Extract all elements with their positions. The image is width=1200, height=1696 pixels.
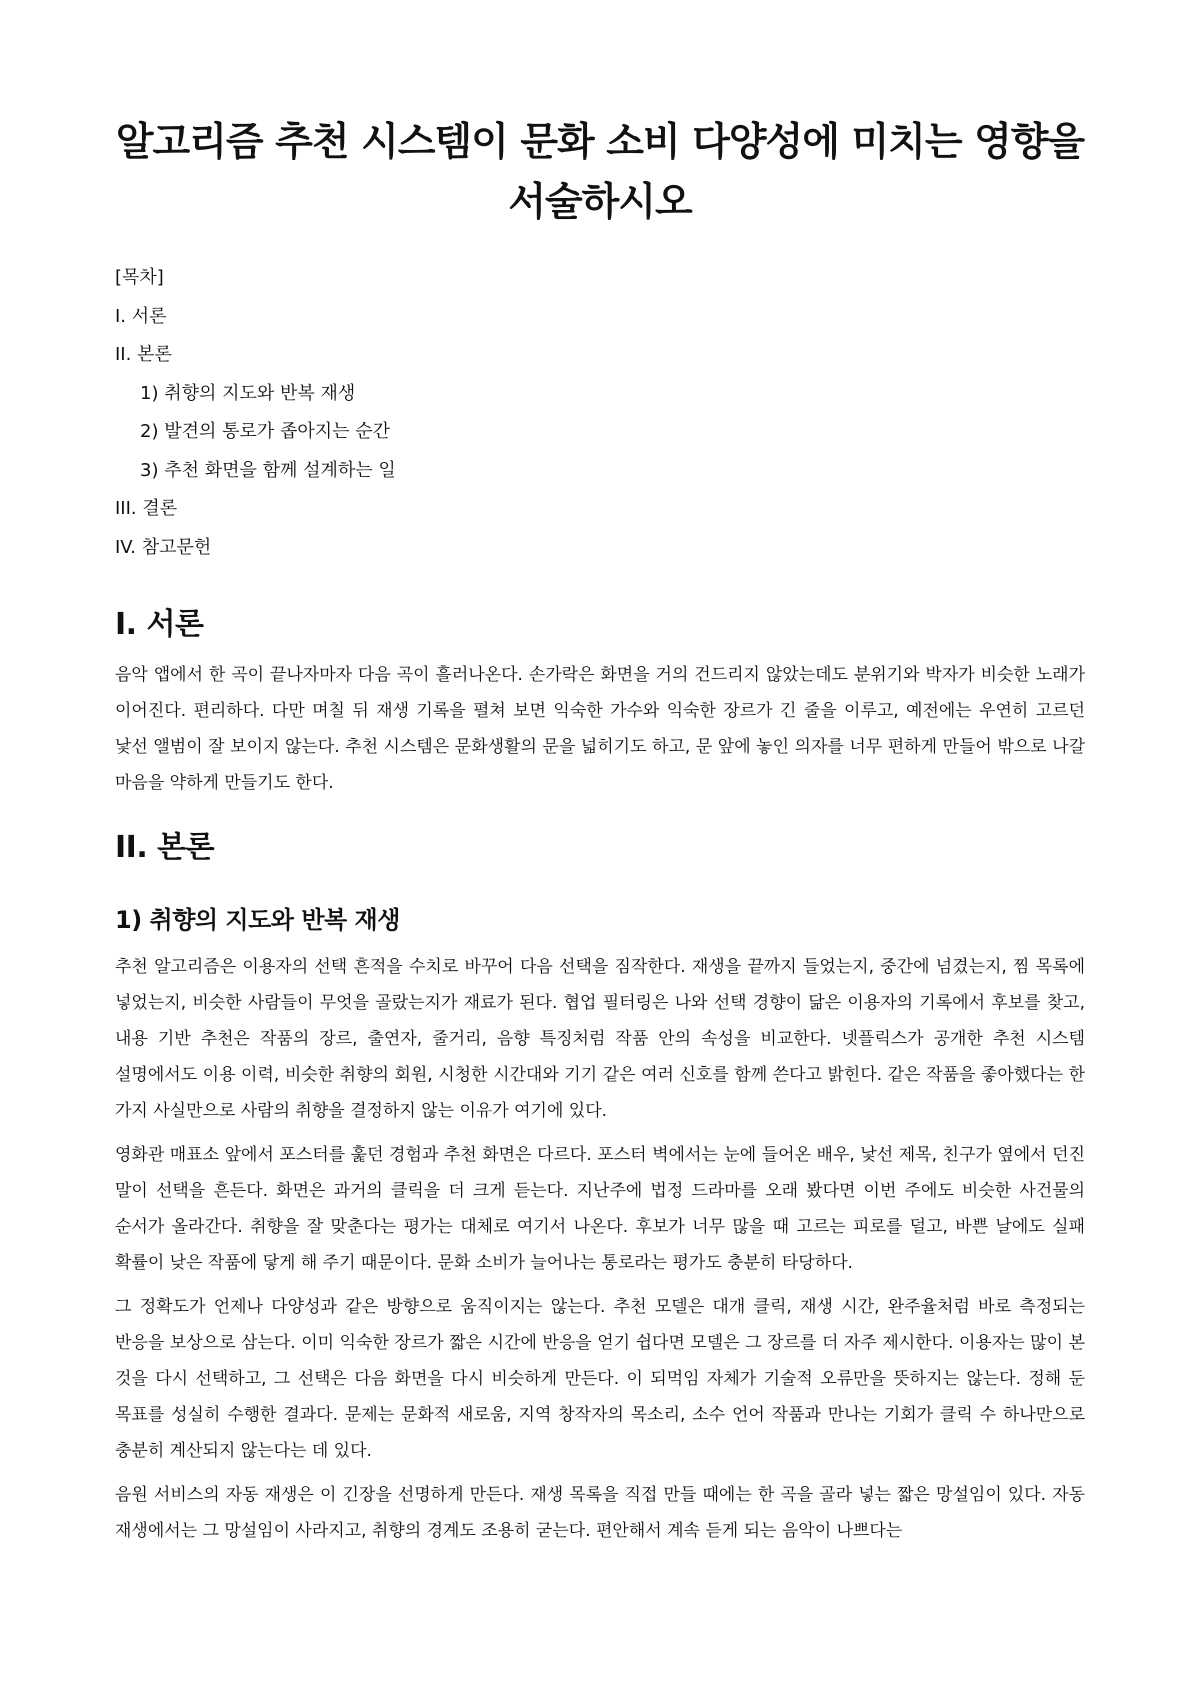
toc-heading: [목차] bbox=[115, 267, 164, 288]
section-heading-body: II. 본론 bbox=[115, 830, 215, 865]
section-heading-intro: I. 서론 bbox=[115, 607, 204, 642]
subsection-heading-1: 1) 취향의 지도와 반복 재생 bbox=[115, 906, 400, 934]
subsection-1-paragraphs bbox=[115, 949, 1085, 1549]
body-paragraph: 추천 알고리즘은 이용자의 선택 흔적을 수치로 바꾸어 다음 선택을 짐작한다. 재생을 끝까지 들었는지, 중간에 넘겼는지, 찜 목록에 넣었는지, 비슷한 사람들이 무엇을 골랐는지가 재료가 된다. 협업 필터링은 나와 선택 경향이 닮은 이용자의 기록에서 후보를 찾고, 내용 기반 추천은 작품의 장르, 출연자, 줄거리, 음향 특징처럼 작품 안의 속성을 비교한다. 넷플릭스가 공개한 추천 시스템 설명에서도 이용 이력, 비슷한 취향의 회원, 시청한 시간대와 기기 같은 여러 신호를 함께 쓴다고 밝힌다. 같은 작품을 좋아했다는 한 가지 사실만으로 사람의 취향을 결정하지 않는 이유가 여기에 있다. bbox=[115, 957, 1085, 1121]
toc-item-body-2: 2) 발견의 통로가 좁아지는 순간 bbox=[140, 421, 391, 442]
intro-paragraphs bbox=[115, 657, 1085, 801]
toc-item-intro: I. 서론 bbox=[115, 305, 167, 327]
body-paragraph: 영화관 매표소 앞에서 포스터를 훑던 경험과 추천 화면은 다르다. 포스터 벽에서는 눈에 들어온 배우, 낯선 제목, 친구가 옆에서 던진 말이 선택을 흔든다. 화면은 과거의 클릭을 더 크게 듣는다. 지난주에 법정 드라마를 오래 봤다면 이번 주에도 비슷한 사건물의 순서가 올라간다. 취향을 잘 맞춘다는 평가는 대체로 여기서 나온다. 후보가 너무 많을 때 고르는 피로를 덜고, 바쁜 날에도 실패 확률이 낮은 작품에 닿게 해 주기 때문이다. 문화 소비가 늘어나는 통로라는 평가도 충분히 타당하다. bbox=[115, 1145, 1085, 1273]
body-paragraph: 음원 서비스의 자동 재생은 이 긴장을 선명하게 만든다. 재생 목록을 직접 만들 때에는 한 곡을 골라 넣는 짧은 망설임이 있다. 자동 재생에서는 그 망설임이 사라지고, 취향의 경계도 조용히 굳는다. 편안해서 계속 듣게 되는 음악이 나쁘다는 bbox=[115, 1485, 1085, 1541]
toc-item-conclusion: III. 결론 bbox=[115, 498, 178, 519]
subsection-taste-map bbox=[115, 900, 1085, 1549]
intro-paragraph: 음악 앱에서 한 곡이 끝나자마자 다음 곡이 흘러나온다. 손가락은 화면을 거의 건드리지 않았는데도 분위기와 박자가 비슷한 노래가 이어진다. 편리하다. 다만 며칠 뒤 재생 기록을 펼쳐 보면 익숙한 가수와 익숙한 장르가 긴 줄을 이루고, 예전에는 우연히 고르던 낯선 앨범이 잘 보이지 않는다. 추천 시스템은 문화생활의 문을 넓히기도 하고, 문 앞에 놓인 의자를 너무 편하게 만들어 밖으로 나갈 마음을 약하게 만들기도 한다. bbox=[115, 665, 1085, 793]
section-body bbox=[115, 822, 1085, 866]
table-of-contents bbox=[115, 259, 1085, 567]
toc-item-body-3: 3) 추천 화면을 함께 설계하는 일 bbox=[140, 459, 396, 481]
toc-item-body-1: 1) 취향의 지도와 반복 재생 bbox=[140, 382, 356, 404]
document-page bbox=[115, 0, 1086, 1541]
body-paragraph: 그 정확도가 언제나 다양성과 같은 방향으로 움직이지는 않는다. 추천 모델은 대개 클릭, 재생 시간, 완주율처럼 바로 측정되는 반응을 보상으로 삼는다. 이미 익숙한 장르가 짧은 시간에 반응을 얻기 쉽다면 모델은 그 장르를 더 자주 제시한다. 이용자는 많이 본 것을 다시 선택하고, 그 선택은 다음 화면을 다시 비슷하게 만든다. 이 되먹임 자체가 기술적 오류만을 뜻하지는 않는다. 정해 둔 목표를 성실히 수행한 결과다. 문제는 문화적 새로움, 지역 창작자의 목소리, 소수 언어 작품과 만나는 기회가 클릭 수 하나만으로 충분히 계산되지 않는다는 데 있다. bbox=[115, 1297, 1086, 1461]
toc-item-body: II. 본론 bbox=[115, 344, 172, 365]
section-intro bbox=[115, 599, 1085, 801]
toc-item-references: IV. 참고문헌 bbox=[115, 536, 212, 558]
document-title: 알고리즘 추천 시스템이 문화 소비 다양성에 미치는 영향을 서술하시오 bbox=[115, 120, 1085, 225]
